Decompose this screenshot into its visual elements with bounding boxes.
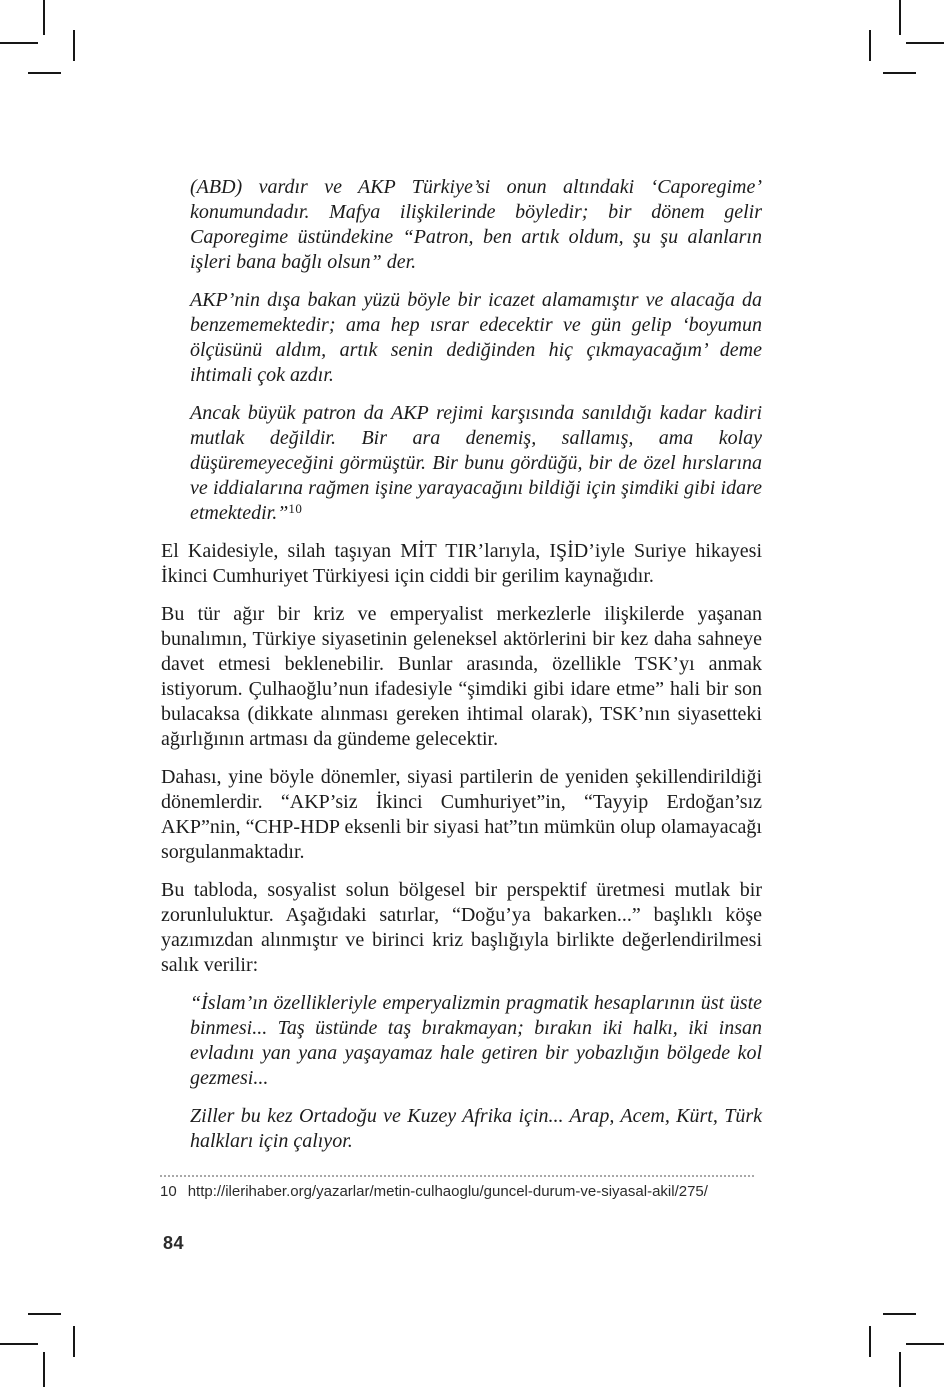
footnote-url: http://ilerihaber.org/yazarlar/metin-culhaoglu/guncel-durum-ve-siyasal-akil/275/: [187, 1183, 708, 1200]
crop-mark: [883, 72, 916, 74]
footnote: [160, 1182, 800, 1201]
body-paragraph: Bu tabloda, sosyalist solun bölgesel bir perspektif üretmesi mutlak bir zorunluluktur. Aşağıdaki satırlar, “Doğu’ya bakarken...” başlıklı köşe yazımızdan alınmıştır ve birinci kriz başlığıyla birlikte değerlendirilmesi salık verilir:: [161, 879, 762, 976]
crop-mark: [869, 1326, 871, 1357]
block-quote-paragraph: [190, 401, 762, 526]
body-paragraph: Dahası, yine böyle dönemler, siyasi partilerin de yeniden şekillendirildiği dönemlerdir. “AKP’siz İkinci Cumhuriyet”in, “Tayyip Erdoğan’sız AKP”nin, “CHP-HDP eksenli bir siyasi hat”tın mümkün olup olamayacağı sorgulanmaktadır.: [161, 766, 762, 863]
footnote-divider: [160, 1175, 754, 1177]
crop-mark: [43, 1352, 45, 1387]
body-paragraph: El Kaidesiyle, silah taşıyan MİT TIR’larıyla, IŞİD’iyle Suriye hikayesi İkinci Cumhuriyet Türkiyesi için ciddi bir gerilim kaynağıdır.: [161, 540, 762, 587]
crop-mark: [73, 1326, 75, 1357]
crop-mark: [883, 1313, 916, 1315]
block-quote-text: Ancak büyük patron da AKP rejimi karşısında sanıldığı kadar kadiri mutlak değildir. Bir ara denemiş, sallamış, ama kolay düşüremeyeceğini görmüştür. Bir bunu gördüğü, bir de özel hırslarına ve iddialarına rağmen işine yarayacağını bildiği için şimdiki gibi idare etmektedir.”: [190, 402, 762, 524]
block-quote-paragraph: (ABD) vardır ve AKP Türkiye’si onun altındaki ‘Caporegime’ konumundadır. Mafya ilişkilerinde böyledir; bir dönem gelir Caporegime üstündekine “Patron, ben artık oldum, şu şu alanların işleri bana bağlı olsun” der.: [190, 176, 762, 273]
crop-mark: [28, 72, 61, 74]
body-paragraph: Bu tür ağır bir kriz ve emperyalist merkezlerle ilişkilerde yaşanan bunalımın, Türkiye siyasetinin geleneksel aktörlerini bir kez daha sahneye davet etmesi beklenebilir. Bunlar arasında, özellikle TSK’yı anmak istiyorum. Çulhaoğlu’nun ifadesiyle “şimdiki gibi idare etme” hali bir son bulacaksa (dikkate alınması gereken ihtimal olarak), TSK’nın siyasetteki ağırlığının artması da gündeme gelecektir.: [161, 603, 762, 750]
crop-mark: [906, 42, 944, 44]
footnote-number: 10: [160, 1183, 177, 1200]
footnote-reference: 10: [288, 501, 303, 516]
crop-mark: [73, 30, 75, 61]
crop-mark: [0, 1343, 38, 1345]
page-content: [161, 175, 762, 1167]
crop-mark: [869, 30, 871, 61]
crop-mark: [906, 1343, 944, 1345]
crop-mark: [43, 0, 45, 35]
page-number: 84: [163, 1233, 185, 1253]
crop-mark: [899, 1352, 901, 1387]
block-quote-paragraph: Ziller bu kez Ortadoğu ve Kuzey Afrika için... Arap, Acem, Kürt, Türk halkları için çalıyor.: [190, 1105, 762, 1152]
crop-mark: [899, 0, 901, 35]
crop-mark: [28, 1313, 61, 1315]
block-quote-paragraph: AKP’nin dışa bakan yüzü böyle bir icazet alamamıştır ve alacağa da benzememektedir; ama hep ısrar edecektir ve gün gelip ‘boyumun ölçüsünü aldım, artık senin dediğinden hiç çıkmayacağım’ deme ihtimali çok azdır.: [190, 289, 762, 386]
crop-mark: [0, 42, 38, 44]
block-quote-paragraph: “İslam’ın özellikleriyle emperyalizmin pragmatik hesaplarının üst üste binmesi... Taş üstünde taş bırakmayan; bırakın iki halkı, iki insan evladını yan yana yaşayamaz hale getiren bir yobazlığın bölgede kol gezmesi...: [190, 992, 762, 1089]
